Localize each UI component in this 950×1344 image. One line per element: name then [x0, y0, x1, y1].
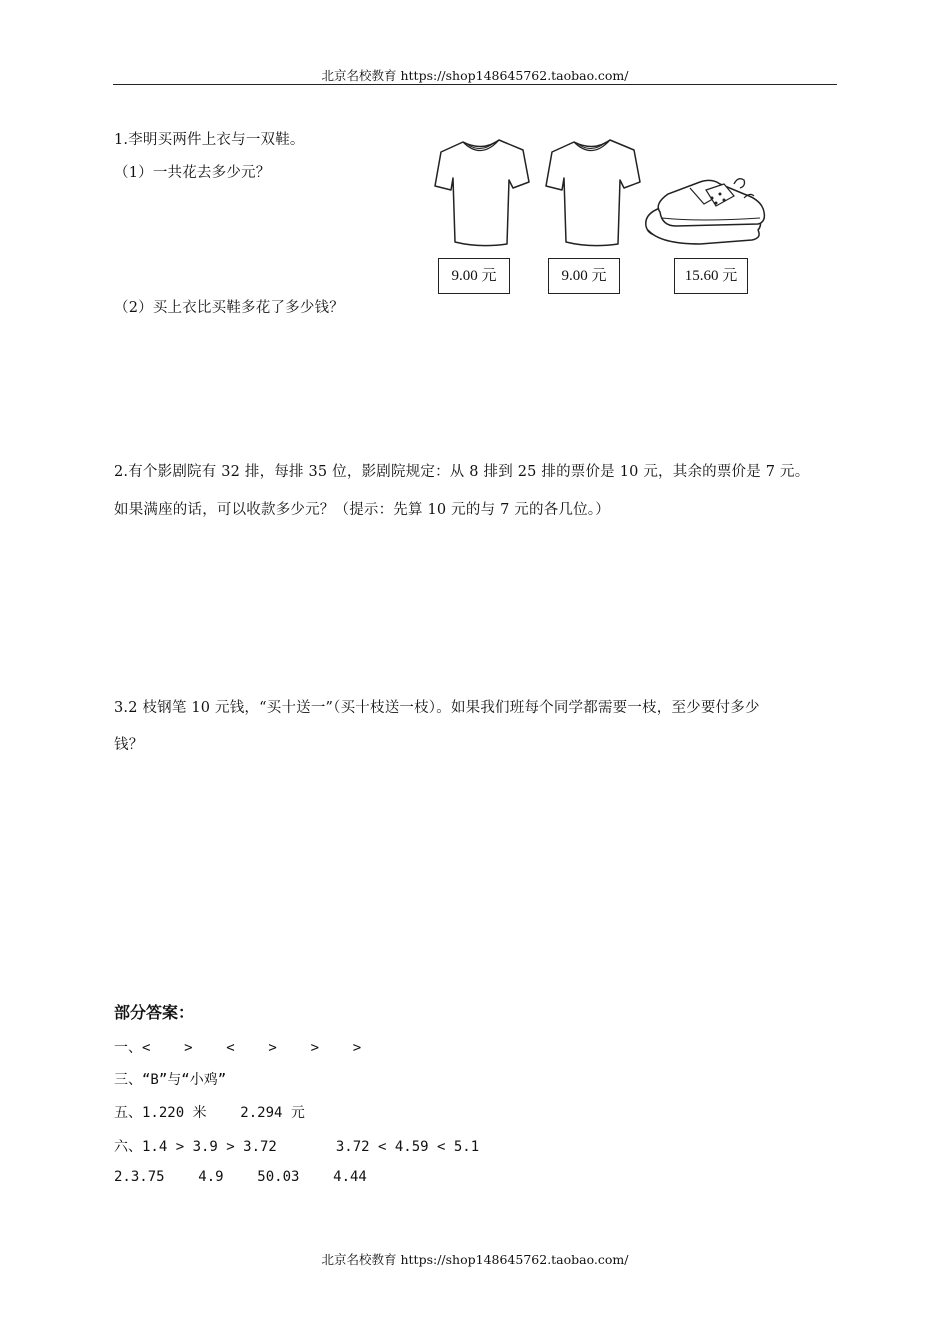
shirt-icon — [544, 138, 644, 250]
shoes-icon — [640, 174, 770, 250]
question-1-stem: 1.李明买两件上衣与一双鞋。 — [114, 132, 305, 148]
question-1-part-2: （2）买上衣比买鞋多花了多少钱？ — [114, 300, 344, 316]
answer-row: 六、1.4 > 3.9 > 3.72 3.72 < 4.59 < 5.1 — [114, 1139, 480, 1155]
page-footer: 北京名校教育 https://shop148645762.taobao.com/ — [321, 1252, 629, 1267]
question-2-line-1: 2.有个影剧院有 32 排，每排 35 位，影剧院规定：从 8 排到 25 排的票价是 10 元，其余的票价是 7 元。 — [114, 464, 810, 480]
answer-row: 一、< > < > > > — [114, 1040, 362, 1056]
answer-row: 五、1.220 米 2.294 元 — [114, 1105, 305, 1121]
header-divider — [113, 84, 837, 85]
shoes-price: 15.60 元 — [674, 258, 748, 294]
answers-title: 部分答案： — [114, 1003, 195, 1022]
answer-row: 2.3.75 4.9 50.03 4.44 — [114, 1169, 367, 1185]
question-3-line-1: 3.2 枝钢笔 10 元钱，“买十送一”（买十枝送一枝）。如果我们班每个同学都需要一枝，至少要付多少 — [114, 700, 760, 716]
question-3-line-2: 钱？ — [114, 737, 144, 753]
shirt-2-price: 9.00 元 — [548, 258, 620, 294]
question-1-part-1: （1）一共花去多少元？ — [114, 165, 271, 181]
shirt-1-price: 9.00 元 — [438, 258, 510, 294]
question-2-line-2: 如果满座的话，可以收款多少元？（提示：先算 10 元的与 7 元的各几位。） — [114, 502, 610, 518]
shirt-icon — [433, 138, 533, 250]
answer-row: 三、“B”与“小鸡” — [114, 1072, 227, 1088]
page-header: 北京名校教育 https://shop148645762.taobao.com/ — [321, 68, 629, 83]
clothing-figure — [428, 128, 788, 308]
